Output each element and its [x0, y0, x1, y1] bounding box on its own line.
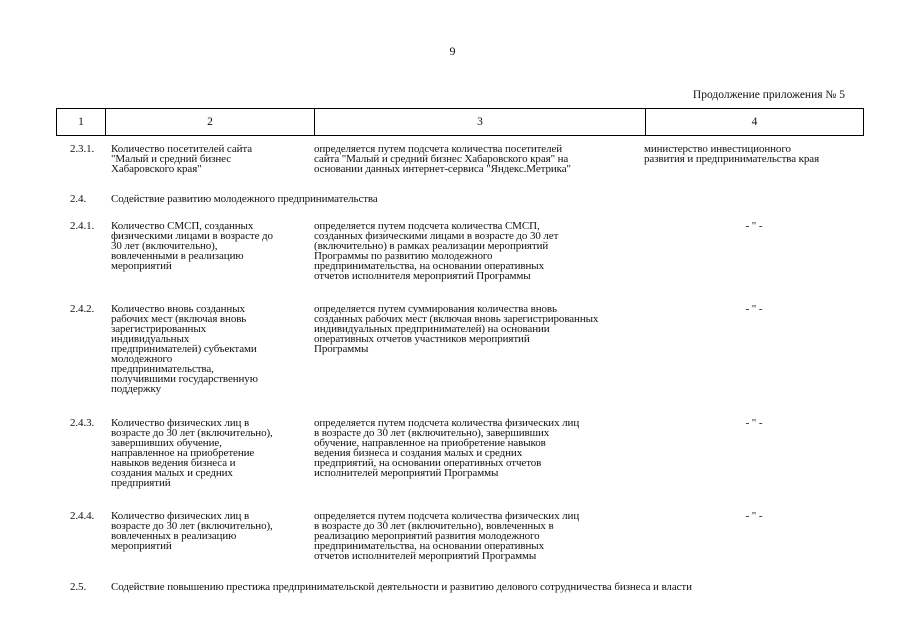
text-line: "Малый и средний бизнес: [111, 153, 231, 165]
column-header-4: 4: [646, 109, 864, 136]
section-number: 2.5.: [70, 581, 87, 593]
text-line: Количество вновь созданных: [111, 303, 245, 315]
text-line: вовлеченных в реализацию: [111, 530, 237, 542]
text-line: возрасте до 30 лет (включительно),: [111, 520, 273, 532]
text-line: Хабаровского края": [111, 163, 202, 175]
text-line: навыков ведения бизнеса и: [111, 457, 236, 469]
text-line: молодежного: [111, 353, 173, 365]
indicator-name: [111, 144, 309, 174]
text-line: мероприятий: [111, 540, 172, 552]
text-line: отчетов исполнителей мероприятий Программы: [314, 550, 537, 562]
text-line: создания малых и средних: [111, 467, 233, 479]
text-line: определяется путем суммирования количества вновь: [314, 303, 557, 315]
text-line: вовлеченными в реализацию: [111, 250, 244, 262]
row-number: 2.4.4.: [70, 510, 95, 522]
text-line: в возрасте до 30 лет (включительно), вовлеченных в: [314, 520, 554, 532]
text-line: завершивших обучение,: [111, 437, 222, 449]
ditto-mark: - " -: [745, 220, 763, 232]
text-line: предприятий, на основании оперативных отчетов: [314, 457, 542, 469]
column-header-3: 3: [315, 109, 646, 136]
text-line: реализацию мероприятий развития молодежного: [314, 530, 540, 542]
text-line: предпринимательства,: [111, 363, 214, 375]
calculation-method: [314, 144, 642, 174]
text-line: Количество посетителей сайта: [111, 143, 253, 155]
text-line: (включительно) в рамках реализации мероприятий: [314, 240, 549, 252]
row-number: 2.4.2.: [70, 303, 95, 315]
text-line: созданных рабочих мест (включая вновь зарегистрированных: [314, 313, 599, 325]
text-line: получившими государственную: [111, 373, 258, 385]
ditto-mark: - " -: [745, 303, 763, 315]
text-line: в возрасте до 30 лет (включительно), завершивших: [314, 427, 550, 439]
calculation-method: [314, 221, 642, 281]
text-line: определяется путем подсчета количества посетителей: [314, 143, 563, 155]
text-line: возрасте до 30 лет (включительно),: [111, 427, 273, 439]
text-line: мероприятий: [111, 260, 172, 272]
text-line: Программы по развитию молодежного: [314, 250, 493, 262]
column-header-row: [57, 109, 864, 136]
text-line: созданных физическими лицами в возрасте до 30 лет: [314, 230, 559, 242]
ditto-mark: - " -: [745, 510, 763, 522]
text-line: Программы: [314, 343, 369, 355]
text-line: оперативных отчетов участников мероприятий: [314, 333, 530, 345]
indicator-name: [111, 418, 309, 488]
section-number: 2.4.: [70, 193, 87, 205]
row-number: 2.3.1.: [70, 143, 95, 155]
text-line: отчетов исполнителя мероприятий Программы: [314, 270, 531, 282]
text-line: определяется путем подсчета количества СМСП,: [314, 220, 540, 232]
text-line: Количество физических лиц в: [111, 417, 250, 429]
column-header-2: 2: [106, 109, 315, 136]
text-line: ведения бизнеса и создания малых и средних: [314, 447, 523, 459]
text-line: предпринимателей) субъектами: [111, 343, 257, 355]
indicator-name: [111, 511, 309, 551]
text-line: поддержку: [111, 383, 162, 395]
continuation-note: Продолжение приложения № 5: [692, 89, 845, 101]
page-number: 9: [449, 44, 456, 58]
calculation-method: [314, 511, 642, 561]
indicator-name: [111, 304, 309, 394]
row-number: 2.4.3.: [70, 417, 95, 429]
text-line: зарегистрированных: [111, 323, 207, 335]
text-line: основании данных интернет-сервиса "Яндекс.Метрика": [314, 163, 571, 175]
text-line: предпринимательства, на основании оперативных: [314, 540, 545, 552]
row-number: 2.4.1.: [70, 220, 95, 232]
text-line: 30 лет (включительно),: [111, 240, 218, 252]
text-line: развития и предпринимательства края: [644, 153, 820, 165]
responsible-party: [644, 144, 864, 164]
indicator-name: [111, 221, 309, 271]
column-header-table: [56, 108, 864, 136]
section-title: Содействие развитию молодежного предпринимательства: [111, 193, 378, 205]
text-line: обучение, направленное на приобретение навыков: [314, 437, 546, 449]
text-line: министерство инвестиционного: [644, 143, 791, 155]
text-line: физическими лицами в возрасте до: [111, 230, 273, 242]
text-line: предпринимательства, на основании оперативных: [314, 260, 545, 272]
text-line: исполнителей мероприятий Программы: [314, 467, 499, 479]
column-header-1: 1: [57, 109, 106, 136]
text-line: предприятий: [111, 477, 171, 489]
text-line: индивидуальных: [111, 333, 190, 345]
text-line: индивидуальных предпринимателей) на основании: [314, 323, 550, 335]
section-title: Содействие повышению престижа предпринимательской деятельности и развитию делового сотрудничества бизнеса и власти: [111, 581, 692, 593]
text-line: определяется путем подсчета количества физических лиц: [314, 417, 580, 429]
text-line: Количество СМСП, созданных: [111, 220, 254, 232]
text-line: определяется путем подсчета количества физических лиц: [314, 510, 580, 522]
calculation-method: [314, 418, 642, 478]
text-line: Количество физических лиц в: [111, 510, 250, 522]
text-line: сайта "Малый и средний бизнес Хабаровского края" на: [314, 153, 569, 165]
text-line: направленное на приобретение: [111, 447, 255, 459]
ditto-mark: - " -: [745, 417, 763, 429]
text-line: рабочих мест (включая вновь: [111, 313, 247, 325]
calculation-method: [314, 304, 642, 354]
